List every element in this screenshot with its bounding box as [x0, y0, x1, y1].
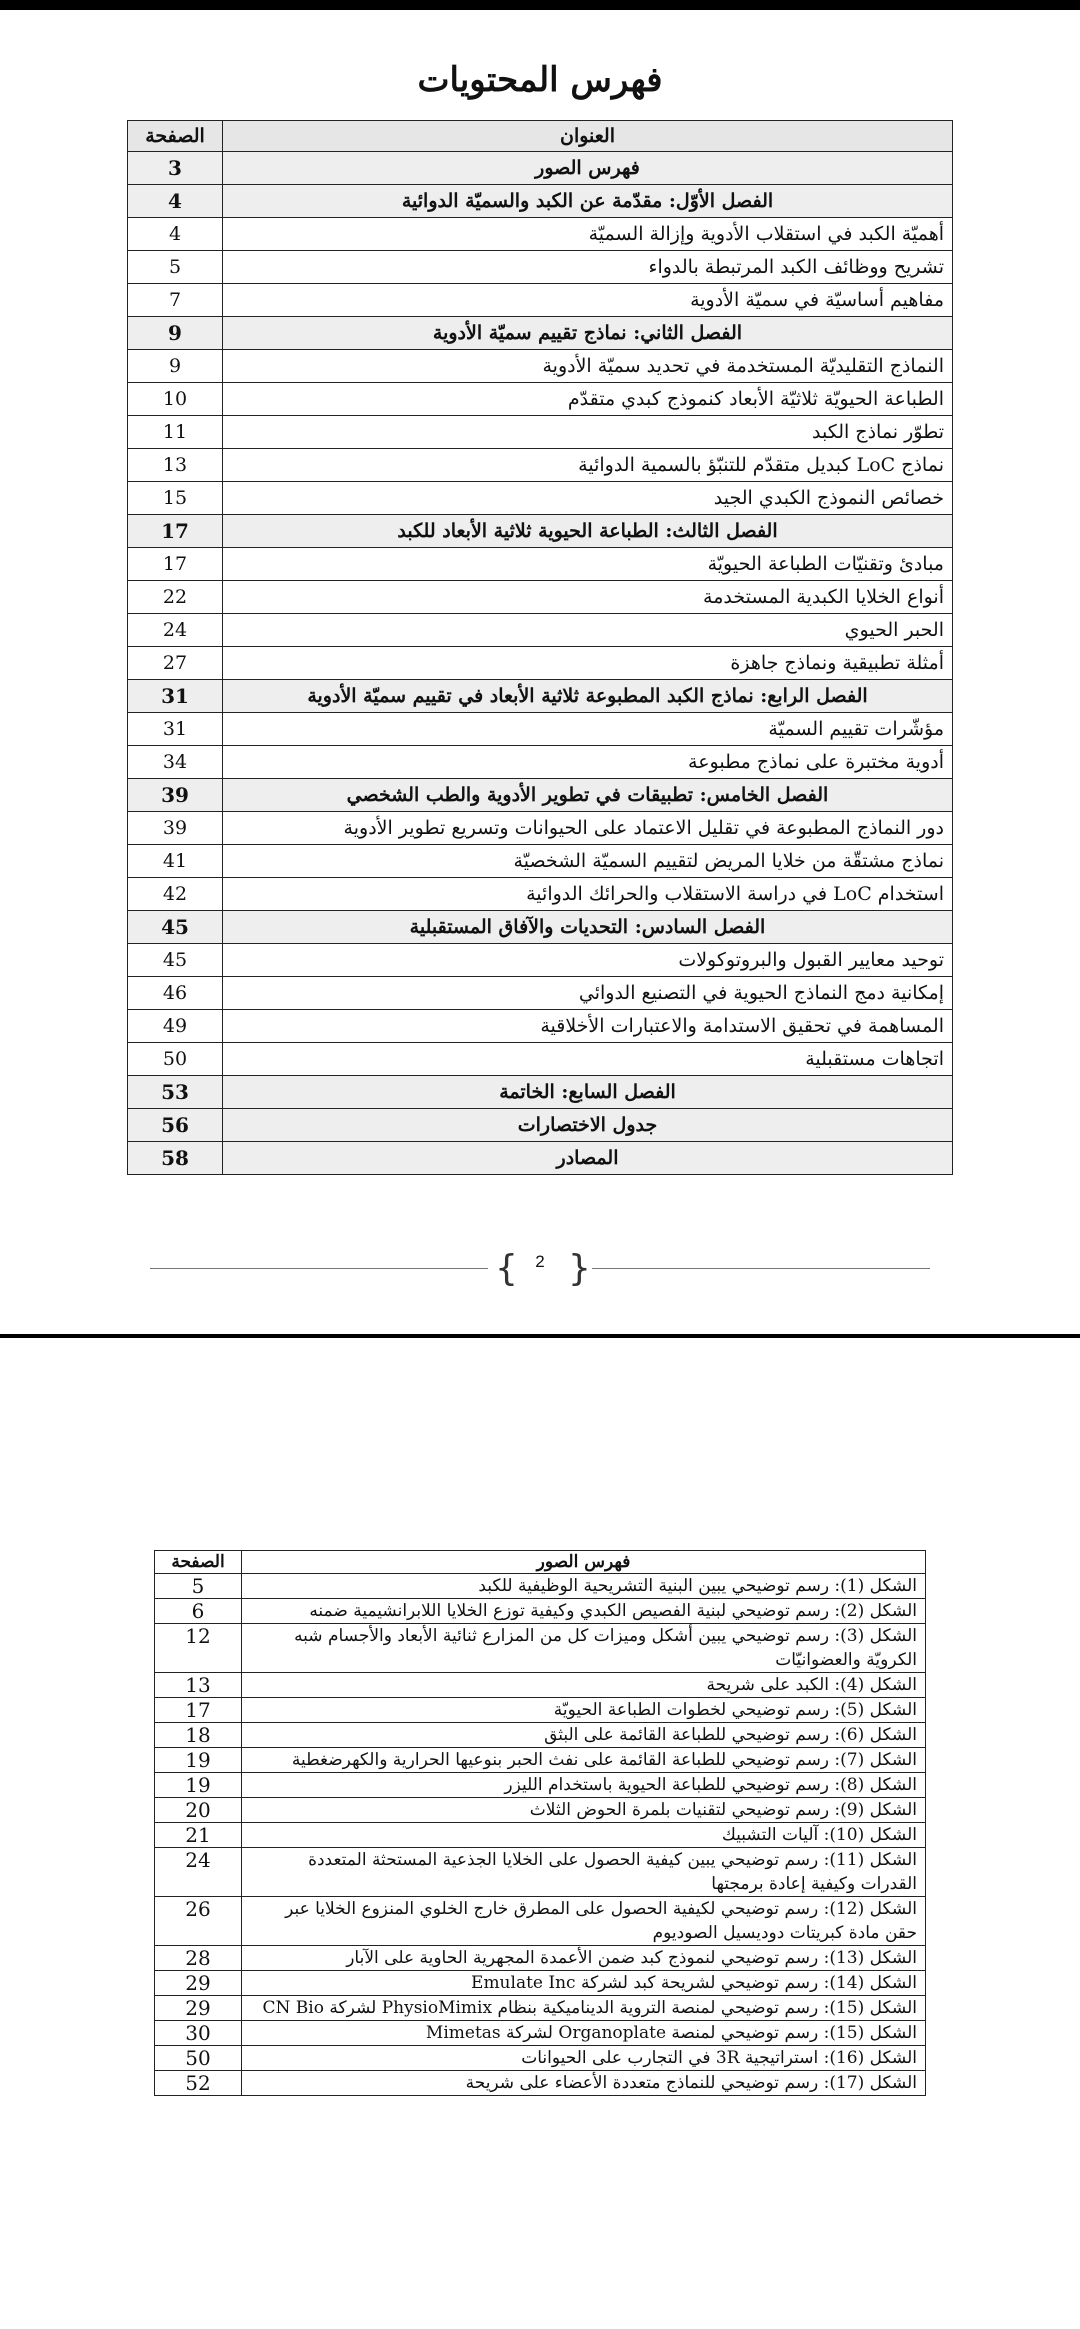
toc-entry-page: 46: [128, 977, 223, 1010]
toc-entry-page: 13: [128, 449, 223, 482]
toc-entry-page: 34: [128, 746, 223, 779]
figure-page: 50: [155, 2046, 242, 2071]
figure-row: [155, 2071, 926, 2096]
figure-page: 19: [155, 1748, 242, 1773]
toc-entry-title: الفصل السادس: التحديات والآفاق المستقبلية: [223, 911, 953, 944]
figure-row: [155, 1574, 926, 1599]
toc-row: [128, 746, 953, 779]
toc-chapter-row: [128, 1076, 953, 1109]
toc-entry-title: إمكانية دمج النماذج الحيوية في التصنيع الدوائي: [223, 977, 953, 1010]
figure-row: [155, 1773, 926, 1798]
toc-entry-page: 42: [128, 878, 223, 911]
toc-entry-title: أهميّة الكبد في استقلاب الأدوية وإزالة السميّة: [223, 218, 953, 251]
toc-entry-page: 4: [128, 218, 223, 251]
toc-chapter-row: [128, 680, 953, 713]
table-of-contents: [127, 120, 953, 1175]
toc-entry-title: الفصل السابع: الخاتمة: [223, 1076, 953, 1109]
figure-caption: الشكل (14): رسم توضيحي لشريحة كبد لشركة Emulate Inc: [242, 1971, 926, 1996]
figure-row: [155, 1624, 926, 1673]
figure-row: [155, 1599, 926, 1624]
toc-entry-title: الفصل الثاني: نماذج تقييم سميّة الأدوية: [223, 317, 953, 350]
toc-row: [128, 350, 953, 383]
figure-row: [155, 2046, 926, 2071]
figure-caption: الشكل (5): رسم توضيحي لخطوات الطباعة الحيويّة: [242, 1698, 926, 1723]
figure-row: [155, 2021, 926, 2046]
figure-page: 17: [155, 1698, 242, 1723]
figure-row: [155, 1848, 926, 1897]
figure-page: 19: [155, 1773, 242, 1798]
toc-entry-title: أنواع الخلايا الكبدية المستخدمة: [223, 581, 953, 614]
toc-chapter-row: [128, 911, 953, 944]
figure-caption: الشكل (17): رسم توضيحي للنماذج متعددة الأعضاء على شريحة: [242, 2071, 926, 2096]
page-footer: [150, 1248, 930, 1289]
toc-row: [128, 944, 953, 977]
figure-page: 6: [155, 1599, 242, 1624]
toc-entry-title: تشريح ووظائف الكبد المرتبطة بالدواء: [223, 251, 953, 284]
toc-entry-title: الفصل الأوّل: مقدّمة عن الكبد والسميّة الدوائية: [223, 185, 953, 218]
figure-caption: الشكل (9): رسم توضيحي لتقنيات بلمرة الحوض الثلاث: [242, 1798, 926, 1823]
toc-entry-page: 15: [128, 482, 223, 515]
figure-page: 5: [155, 1574, 242, 1599]
toc-row: [128, 482, 953, 515]
toc-entry-title: نماذج مشتقّة من خلايا المريض لتقييم السميّة الشخصيّة: [223, 845, 953, 878]
toc-header-row: [128, 121, 953, 152]
top-border: [0, 0, 1080, 10]
figure-row: [155, 1946, 926, 1971]
toc-entry-page: 45: [128, 911, 223, 944]
figure-caption: الشكل (2): رسم توضيحي لبنية الفصيص الكبدي وكيفية توزع الخلايا اللابرانشيمية ضمنه: [242, 1599, 926, 1624]
figure-page: 20: [155, 1798, 242, 1823]
toc-row: [128, 614, 953, 647]
toc-chapter-row: [128, 515, 953, 548]
figure-row: [155, 1723, 926, 1748]
toc-header-title: العنوان: [223, 121, 953, 152]
figure-page: 24: [155, 1848, 242, 1897]
figure-page: 29: [155, 1996, 242, 2021]
toc-row: [128, 284, 953, 317]
toc-entry-page: 31: [128, 680, 223, 713]
toc-entry-title: اتجاهات مستقبلية: [223, 1043, 953, 1076]
figure-caption: الشكل (10): آليات التشبيك: [242, 1823, 926, 1848]
toc-chapter-row: [128, 1142, 953, 1175]
toc-entry-title: المساهمة في تحقيق الاستدامة والاعتبارات الأخلاقية: [223, 1010, 953, 1043]
figure-caption: الشكل (12): رسم توضيحي لكيفية الحصول على المطرق خارج الخلوي المنزوع الخلايا عبر حقن مادة كبريتات دوديسيل الصوديوم: [242, 1897, 926, 1946]
toc-entry-page: 39: [128, 779, 223, 812]
figure-page: 13: [155, 1673, 242, 1698]
toc-entry-title: الطباعة الحيويّة ثلاثيّة الأبعاد كنموذج كبدي متقدّم: [223, 383, 953, 416]
toc-row: [128, 878, 953, 911]
toc-row: [128, 383, 953, 416]
toc-entry-title: تطوّر نماذج الكبد: [223, 416, 953, 449]
figures-index-table: [154, 1550, 926, 2096]
toc-row: [128, 449, 953, 482]
toc-entry-title: جدول الاختصارات: [223, 1109, 953, 1142]
toc-entry-page: 58: [128, 1142, 223, 1175]
toc-entry-page: 53: [128, 1076, 223, 1109]
toc-entry-title: الفصل الثالث: الطباعة الحيوية ثلاثية الأبعاد للكبد: [223, 515, 953, 548]
footer-bracket-right: }: [568, 1248, 591, 1289]
toc-chapter-row: [128, 1109, 953, 1142]
figure-page: 26: [155, 1897, 242, 1946]
figure-caption: الشكل (11): رسم توضيحي يبين كيفية الحصول على الخلايا الجذعية المستحثة المتعددة القدرات وكيفية إعادة برمجتها: [242, 1848, 926, 1897]
toc-row: [128, 548, 953, 581]
toc-entry-title: مبادئ وتقنيّات الطباعة الحيويّة: [223, 548, 953, 581]
toc-entry-page: 49: [128, 1010, 223, 1043]
toc-entry-page: 10: [128, 383, 223, 416]
toc-entry-page: 7: [128, 284, 223, 317]
footer-bracket-left: {: [495, 1248, 518, 1289]
toc-row: [128, 416, 953, 449]
toc-header-page: الصفحة: [128, 121, 223, 152]
footer-rule-left: [150, 1268, 488, 1269]
toc-entry-page: 22: [128, 581, 223, 614]
figure-caption: الشكل (16): استراتيجية 3R في التجارب على الحيوانات: [242, 2046, 926, 2071]
toc-entry-title: مفاهيم أساسيّة في سميّة الأدوية: [223, 284, 953, 317]
toc-entry-title: خصائص النموذج الكبدي الجيد: [223, 482, 953, 515]
figs-header-row: [155, 1551, 926, 1574]
toc-row: [128, 1010, 953, 1043]
figure-row: [155, 1673, 926, 1698]
figure-caption: الشكل (15): رسم توضيحي لمنصة Organoplate لشركة Mimetas: [242, 2021, 926, 2046]
toc-row: [128, 581, 953, 614]
toc-entry-page: 5: [128, 251, 223, 284]
toc-entry-page: 17: [128, 515, 223, 548]
toc-entry-page: 3: [128, 152, 223, 185]
toc-entry-page: 31: [128, 713, 223, 746]
figure-page: 18: [155, 1723, 242, 1748]
toc-chapter-row: [128, 185, 953, 218]
figure-page: 52: [155, 2071, 242, 2096]
figure-row: [155, 1897, 926, 1946]
toc-entry-title: مؤشّرات تقييم السميّة: [223, 713, 953, 746]
figure-page: 28: [155, 1946, 242, 1971]
figure-caption: الشكل (7): رسم توضيحي للطباعة القائمة على نفث الحبر بنوعيها الحرارية والكهرضغطية: [242, 1748, 926, 1773]
page-number: 2: [535, 1252, 545, 1271]
toc-entry-title: الفصل الخامس: تطبيقات في تطوير الأدوية والطب الشخصي: [223, 779, 953, 812]
figure-row: [155, 1823, 926, 1848]
toc-row: [128, 845, 953, 878]
figure-row: [155, 1996, 926, 2021]
toc-entry-title: الفصل الرابع: نماذج الكبد المطبوعة ثلاثية الأبعاد في تقييم سميّة الأدوية: [223, 680, 953, 713]
figure-caption: الشكل (1): رسم توضيحي يبين البنية التشريحية الوظيفية للكبد: [242, 1574, 926, 1599]
page-separator: [0, 1334, 1080, 1338]
toc-entry-page: 45: [128, 944, 223, 977]
toc-entry-page: 24: [128, 614, 223, 647]
toc-entry-title: الحبر الحيوي: [223, 614, 953, 647]
toc-row: [128, 218, 953, 251]
toc-entry-page: 4: [128, 185, 223, 218]
figure-row: [155, 1698, 926, 1723]
toc-entry-title: أمثلة تطبيقية ونماذج جاهزة: [223, 647, 953, 680]
footer-rule-right: [592, 1268, 930, 1269]
toc-entry-title: المصادر: [223, 1142, 953, 1175]
figure-page: 30: [155, 2021, 242, 2046]
figure-page: 21: [155, 1823, 242, 1848]
toc-entry-page: 9: [128, 350, 223, 383]
figure-caption: الشكل (15): رسم توضيحي لمنصة التروية الديناميكية بنظام PhysioMimix لشركة CN Bio: [242, 1996, 926, 2021]
toc-entry-title: استخدام LoC في دراسة الاستقلاب والحرائك الدوائية: [223, 878, 953, 911]
toc-entry-page: 27: [128, 647, 223, 680]
figure-page: 29: [155, 1971, 242, 1996]
toc-entry-page: 50: [128, 1043, 223, 1076]
toc-row: [128, 713, 953, 746]
figure-caption: الشكل (6): رسم توضيحي للطباعة القائمة على البثق: [242, 1723, 926, 1748]
toc-row: [128, 251, 953, 284]
figure-row: [155, 1971, 926, 1996]
toc-entry-page: 56: [128, 1109, 223, 1142]
toc-entry-page: 39: [128, 812, 223, 845]
toc-entry-page: 11: [128, 416, 223, 449]
figs-header-title: فهرس الصور: [242, 1551, 926, 1574]
figure-row: [155, 1798, 926, 1823]
toc-entry-title: فهرس الصور: [223, 152, 953, 185]
page-title: فهرس المحتويات: [417, 60, 663, 100]
toc-row: [128, 812, 953, 845]
toc-entry-page: 17: [128, 548, 223, 581]
toc-entry-title: دور النماذج المطبوعة في تقليل الاعتماد على الحيوانات وتسريع تطوير الأدوية: [223, 812, 953, 845]
figure-caption: الشكل (13): رسم توضيحي لنموذج كبد ضمن الأعمدة المجهرية الحاوية على الآبار: [242, 1946, 926, 1971]
figure-caption: الشكل (3): رسم توضيحي يبين أشكل وميزات كل من المزارع ثنائية الأبعاد والأجسام شبه الكرويّة والعضوانيّات: [242, 1624, 926, 1673]
toc-row: [128, 977, 953, 1010]
toc-chapter-row: [128, 317, 953, 350]
toc-entry-page: 9: [128, 317, 223, 350]
toc-entry-title: النماذج التقليديّة المستخدمة في تحديد سميّة الأدوية: [223, 350, 953, 383]
toc-entry-page: 41: [128, 845, 223, 878]
figure-page: 12: [155, 1624, 242, 1673]
toc-row: [128, 647, 953, 680]
toc-chapter-row: [128, 779, 953, 812]
toc-entry-title: أدوية مختبرة على نماذج مطبوعة: [223, 746, 953, 779]
figs-header-page: الصفحة: [155, 1551, 242, 1574]
figure-caption: الشكل (4): الكبد على شريحة: [242, 1673, 926, 1698]
toc-row: [128, 1043, 953, 1076]
toc-entry-title: توحيد معايير القبول والبروتوكولات: [223, 944, 953, 977]
toc-chapter-row: [128, 152, 953, 185]
figure-caption: الشكل (8): رسم توضيحي للطباعة الحيوية باستخدام الليزر: [242, 1773, 926, 1798]
toc-entry-title: نماذج LoC كبديل متقدّم للتنبّؤ بالسمية الدوائية: [223, 449, 953, 482]
figure-row: [155, 1748, 926, 1773]
